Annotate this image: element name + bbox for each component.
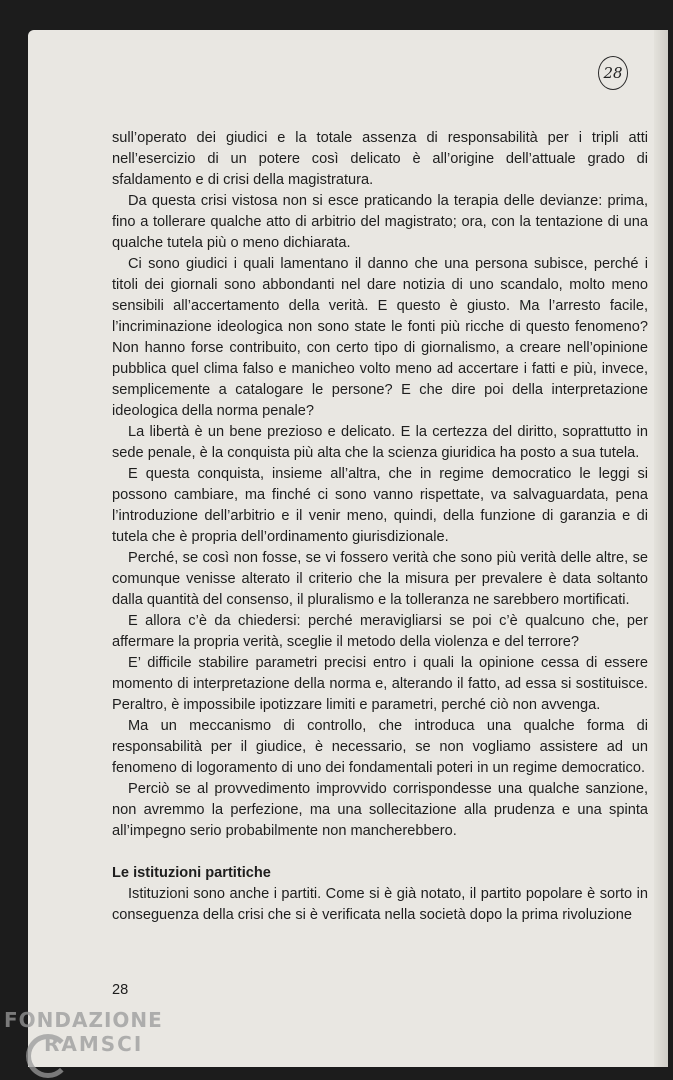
watermark-logo: [4, 1008, 163, 1056]
watermark-line-2: RAMSCI: [44, 1032, 144, 1056]
body-text: [112, 128, 648, 842]
paragraph: Perciò se al provvedimento improvvido corrispondesse una qualche sanzione, non avremmo la perfezione, ma una sollecitazione alla prudenza e una spinta all’impegno serio probabilmente non mancherebbero.: [112, 781, 648, 839]
paragraph: E questa conquista, insieme all’altra, che in regime democratico le leggi si possono cambiare, ma finché ci sono vanno rispettate, va salvaguardata, pena l’introduzione dell’arbitrio e il venir meno, quindi, della funzione di garanzia e di tutela che è propria dell’ordinamento giurisdizionale.: [112, 466, 648, 545]
paragraph: Ma un meccanismo di controllo, che introduca una qualche forma di responsabilità per il giudice, è necessario, se non vogliamo assistere ad un fenomeno di logoramento di uno dei fondamentali poteri in un regime democratico.: [112, 718, 648, 776]
section-heading: Le istituzioni partitiche: [112, 865, 271, 881]
handwritten-page-number: 28: [598, 56, 628, 90]
page-edge-shadow: [654, 30, 668, 1067]
paragraph: Da questa crisi vistosa non si esce praticando la terapia delle devianze: prima, fino a tollerare qualche atto di arbitrio del magistrato; ora, con la tentazione di una qualche tutela più o meno dichiarata.: [112, 193, 648, 251]
paragraph: La libertà è un bene prezioso e delicato. E la certezza del diritto, soprattutto in sede penale, è la conquista più alta che la scienza giuridica ha posto a sua tutela.: [112, 424, 648, 461]
paragraph: sull’operato dei giudici e la totale assenza di responsabilità per i tripli atti nell’esercizio di un potere così delicato è all’origine dell’attuale grado di sfaldamento e di crisi della magistratura.: [112, 130, 648, 188]
watermark-g-icon: [26, 1034, 70, 1078]
section-body-text: [112, 884, 648, 926]
watermark-line-1: FONDAZIONE: [4, 1008, 163, 1032]
paragraph: E allora c’è da chiedersi: perché meravigliarsi se poi c’è qualcuno che, per affermare la propria verità, sceglie il metodo della violenza e del terrore?: [112, 613, 648, 650]
document-page: [28, 30, 668, 1067]
paragraph: E’ difficile stabilire parametri precisi entro i quali la opinione cessa di essere momento di interpretazione della norma e, alterando il fatto, ad essa si sostituisce. Peraltro, è impossibile ipotizzare limiti e parametri, perché ciò non avvenga.: [112, 655, 648, 713]
paragraph: Ci sono giudici i quali lamentano il danno che una persona subisce, perché i titoli dei giornali sono abbondanti nel dare notizia di uno scandalo, molto meno sensibili all’accertamento della verità. E questo è giusto. Ma l’arresto facile, l’incriminazione ideologica non sono state le fonti più ricche di questo fenomeno? Non hanno forse contribuito, con certo tipo di giornalismo, a creare nell’opinione pubblica quel clima falso e manicheo volto meno ad accertare i fatti e più, invece, semplicemente a catalogare le persone? E che dire poi della interpretazione ideologica della norma penale?: [112, 256, 648, 419]
page-folio: 28: [112, 982, 129, 998]
paragraph: Perché, se così non fosse, se vi fossero verità che sono più verità delle altre, se comunque venisse alterato il criterio che la misura per prevalere è data soltanto dalla quantità del consenso, il pluralismo e la tolleranza ne sarebbero mortificati.: [112, 550, 648, 608]
paragraph: Istituzioni sono anche i partiti. Come si è già notato, il partito popolare è sorto in conseguenza della crisi che si è verificata nella società dopo la prima rivoluzione: [112, 886, 648, 923]
